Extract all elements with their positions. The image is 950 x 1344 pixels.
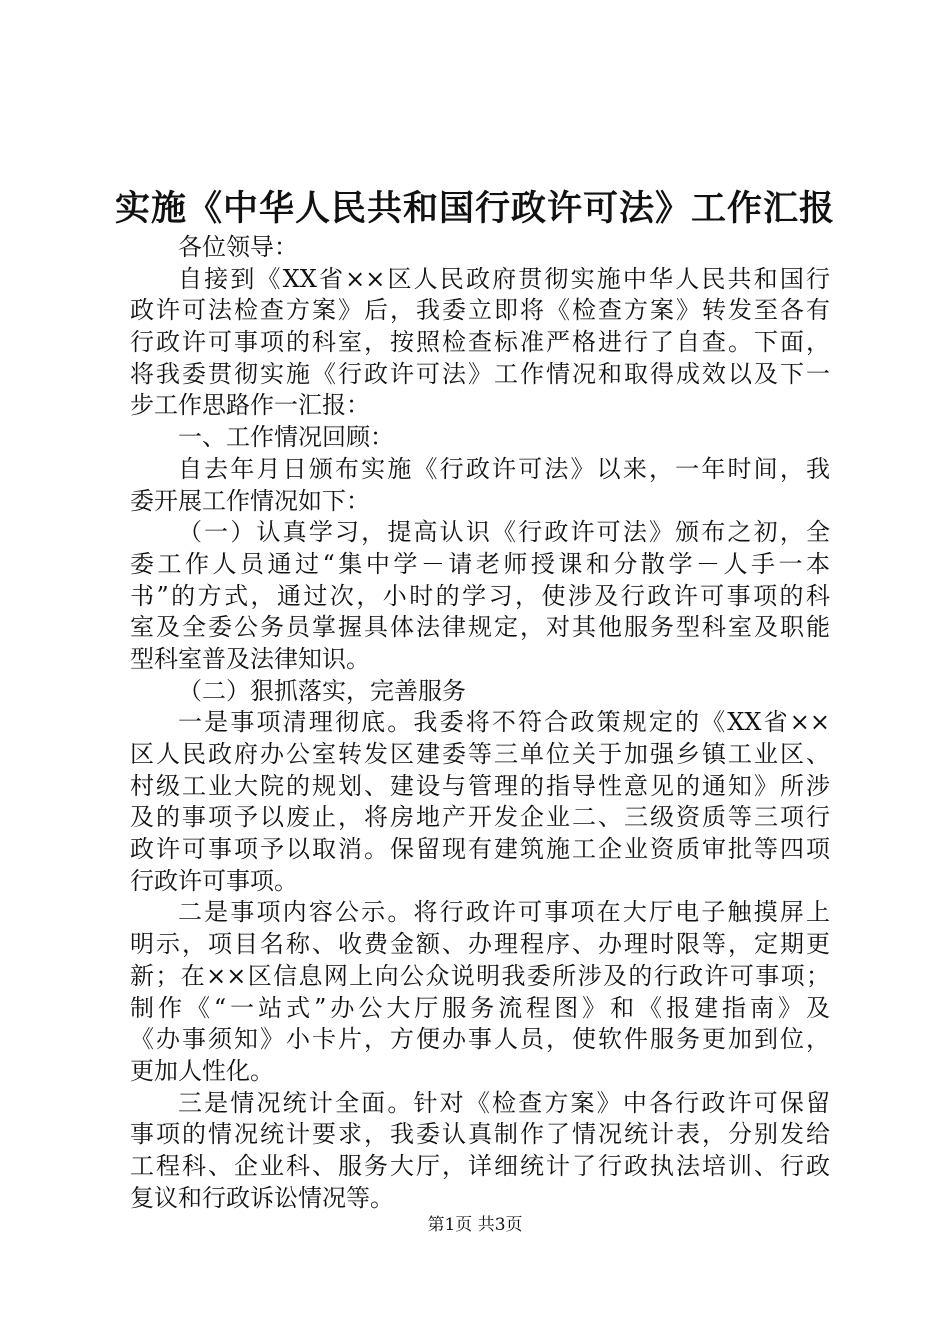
paragraph-line: 行政许可事项的科室，按照检查标准严格进行了自查。下面， <box>130 328 830 357</box>
paragraph-line: 政许可事项予以取消。保留现有建筑施工企业资质审批等四项 <box>130 835 830 864</box>
paragraph-line: 新；在××区信息网上向公众说明我委所涉及的行政许可事项； <box>130 961 830 990</box>
paragraph-line: 明示，项目名称、收费金额、办理程序、办理时限等，定期更 <box>130 930 830 959</box>
page-footer: 第1页 共3页 <box>427 1215 523 1235</box>
paragraph-line: 事项的情况统计要求，我委认真制作了情况统计表，分别发给 <box>130 1120 830 1149</box>
document-body <box>130 232 830 1214</box>
paragraph-line: 《办事须知》小卡片，方便办事人员，使软件服务更加到位， <box>130 1025 830 1054</box>
paragraph-line: 制作《“一站式”办公大厅服务流程图》和《报建指南》及 <box>130 993 830 1022</box>
paragraph-line: 政许可法检查方案》后，我委立即将《检查方案》转发至各有 <box>130 296 830 325</box>
paragraph-line: 自接到《XX省××区人民政府贯彻实施中华人民共和国行 <box>178 264 830 293</box>
paragraph-line: 村级工业大院的规划、建设与管理的指导性意见的通知》所涉 <box>130 771 830 800</box>
paragraph-line: 三是情况统计全面。针对《检查方案》中各行政许可保留 <box>178 1088 830 1117</box>
paragraph-line: 自去年月日颁布实施《行政许可法》以来，一年时间，我 <box>178 454 830 483</box>
paragraph-line: 委开展工作情况如下： <box>130 486 370 515</box>
paragraph-line: 书”的方式，通过次，小时的学习，使涉及行政许可事项的科 <box>130 581 830 610</box>
paragraph-line: 室及全委公务员掌握具体法律规定，对其他服务型科室及职能 <box>130 613 830 642</box>
paragraph-line: 及的事项予以废止，将房地产开发企业二、三级资质等三项行 <box>130 803 830 832</box>
paragraph-line: 步工作思路作一汇报： <box>130 391 370 420</box>
paragraph-line: 型科室普及法律知识。 <box>130 644 370 673</box>
paragraph-line: 一是事项清理彻底。我委将不符合政策规定的《XX省×× <box>178 708 830 737</box>
paragraph-line: 委工作人员通过“集中学－请老师授课和分散学－人手一本 <box>130 549 830 578</box>
subsection-heading: （二）狠抓落实，完善服务 <box>178 676 466 705</box>
paragraph-line: （一）认真学习，提高认识《行政许可法》颁布之初，全 <box>178 518 830 547</box>
paragraph-line: 复议和行政诉讼情况等。 <box>130 1183 394 1212</box>
salutation-line: 各位领导： <box>178 233 298 261</box>
paragraph-line: 将我委贯彻实施《行政许可法》工作情况和取得成效以及下一 <box>130 359 830 388</box>
paragraph-line: 行政许可事项。 <box>130 866 298 895</box>
document-title: 实施《中华人民共和国行政许可法》工作汇报 <box>114 188 835 229</box>
paragraph-line: 二是事项内容公示。将行政许可事项在大厅电子触摸屏上 <box>178 898 830 927</box>
paragraph-line: 工程科、企业科、服务大厅，详细统计了行政执法培训、行政 <box>130 1151 830 1180</box>
paragraph-line: 区人民政府办公室转发区建委等三单位关于加强乡镇工业区、 <box>130 740 830 768</box>
section-heading: 一、工作情况回顾： <box>178 423 394 452</box>
paragraph-line: 更加人性化。 <box>130 1056 274 1085</box>
